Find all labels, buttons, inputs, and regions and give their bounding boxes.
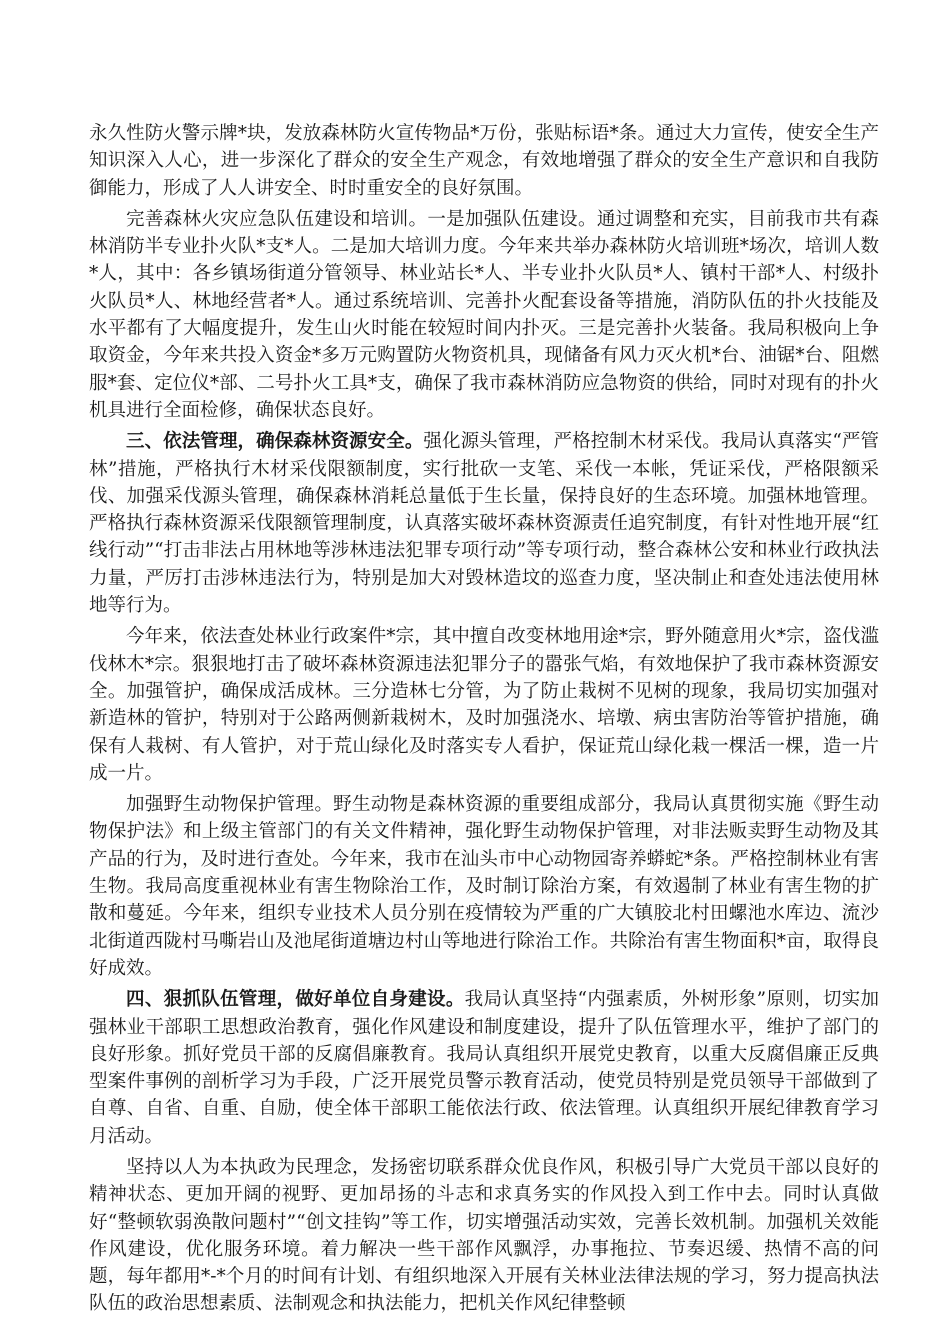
- section-heading: 四、狠抓队伍管理，做好单位自身建设。: [126, 989, 465, 1011]
- paragraph-work-style: [89, 1154, 879, 1318]
- section-heading: 三、依法管理，确保森林资源安全。: [126, 431, 424, 453]
- document-page: [89, 120, 879, 1322]
- paragraph-text: 我局认真坚持“内强素质，外树形象”原则，切实加强林业干部职工思想政治教育，强化作风建设和制度建设，提升了队伍管理水平，维护了部门的良好形象。抓好党员干部的反腐倡廉教育。我局认真组织开展党史教育，以重大反腐倡廉正反典型案件事例的剖析学习为手段，广泛开展党员警示教育活动，使党员特别是党员领导干部做到了自尊、自省、自重、自励，使全体干部职工能依法行政、依法管理。认真组织开展纪律教育学习月活动。: [89, 989, 879, 1147]
- paragraph-section-three: [89, 428, 879, 619]
- paragraph-wildlife: [89, 791, 879, 982]
- paragraph-text: 完善森林火灾应急队伍建设和培训。一是加强队伍建设。通过调整和充实，目前我市共有森林消防半专业扑火队*支*人。二是加大培训力度。今年来共举办森林防火培训班*场次，培训人数*人，其中：各乡镇场街道分管领导、林业站长*人、半专业扑火队员*人、镇村干部*人、村级扑火队员*人、林地经营者*人。通过系统培训、完善扑火配套设备等措施，消防队伍的扑火技能及水平都有了大幅度提升，发生山火时能在较短时间内扑灭。三是完善扑火装备。我局积极向上争取资金，今年来共投入资金*多万元购置防火物资机具，现储备有风力灭火机*台、油锯*台、阻燃服*套、定位仪*部、二号扑火工具*支，确保了我市森林消防应急物资的供给，同时对现有的扑火机具进行全面检修，确保状态良好。: [89, 208, 879, 421]
- paragraph-section-four: [89, 986, 879, 1150]
- paragraph-text: 强化源头管理，严格控制木材采伐。我局认真落实“严管林”措施，严格执行木材采伐限额制度，实行批砍一支笔、采伐一本帐，凭证采伐，严格限额采伐、加强采伐源头管理，确保森林消耗总量低于生长量，保持良好的生态环境。加强林地管理。严格执行森林资源采伐限额管理制度，认真落实破坏森林资源责任追究制度，有针对性地开展“红线行动”“打击非法占用林地等涉林违法犯罪专项行动”等专项行动，整合森林公安和林业行政执法力量，严厉打击涉林违法行为，特别是加大对毁林造坟的巡查力度，坚决制止和查处违法使用林地等行为。: [89, 431, 879, 617]
- paragraph-text: 加强野生动物保护管理。野生动物是森林资源的重要组成部分，我局认真贯彻实施《野生动物保护法》和上级主管部门的有关文件精神，强化野生动物保护管理，对非法贩卖野生动物及其产品的行为，及时进行查处。今年来，我市在汕头市中心动物园寄养蟒蛇*条。严格控制林业有害生物。我局高度重视林业有害生物除治工作，及时制订除治方案，有效遏制了林业有害生物的扩散和蔓延。今年来，组织专业技术人员分别在疫情较为严重的广大镇胶北村田螺池水库边、流沙北街道西陇村马嘶岩山及池尾街道塘边村山等地进行除治工作。共除治有害生物面积*亩，取得良好成效。: [89, 794, 879, 979]
- paragraph-law-enforcement: [89, 623, 879, 787]
- paragraph-fire-publicity: [89, 120, 879, 202]
- paragraph-text: 永久性防火警示牌*块，发放森林防火宣传物品*万份，张贴标语*条。通过大力宣传，使安全生产知识深入人心，进一步深化了群众的安全生产观念，有效地增强了群众的安全生产意识和自我防御能力，形成了人人讲安全、时时重安全的良好氛围。: [89, 123, 879, 199]
- paragraph-emergency-team: [89, 206, 879, 424]
- paragraph-text: 坚持以人为本执政为民理念，发扬密切联系群众优良作风，积极引导广大党员干部以良好的精神状态、更加开阔的视野、更加昂扬的斗志和求真务实的作风投入到工作中去。同时认真做好“整顿软弱涣散问题村”“创文挂钩”等工作，切实增强活动实效，完善长效机制。加强机关效能作风建设，优化服务环境。着力解决一些干部作风飘浮，办事拖拉、节奏迟缓、热情不高的问题，每年都用*-*个月的时间有计划、有组织地深入开展有关林业法律法规的学习，努力提高执法队伍的政治思想素质、法制观念和执法能力，把机关作风纪律整顿: [89, 1156, 879, 1315]
- paragraph-text: 今年来，依法查处林业行政案件*宗，其中擅自改变林地用途*宗，野外随意用火*宗，盗伐滥伐林木*宗。狠狠地打击了破坏森林资源违法犯罪分子的嚣张气焰，有效地保护了我市森林资源安全。加强管护，确保成活成林。三分造林七分管，为了防止栽树不见树的现象，我局切实加强对新造林的管护，特别对于公路两侧新栽树木，及时加强浇水、培墩、病虫害防治等管护措施，确保有人栽树、有人管护，对于荒山绿化及时落实专人看护，保证荒山绿化栽一棵活一棵，造一片成一片。: [89, 626, 879, 784]
